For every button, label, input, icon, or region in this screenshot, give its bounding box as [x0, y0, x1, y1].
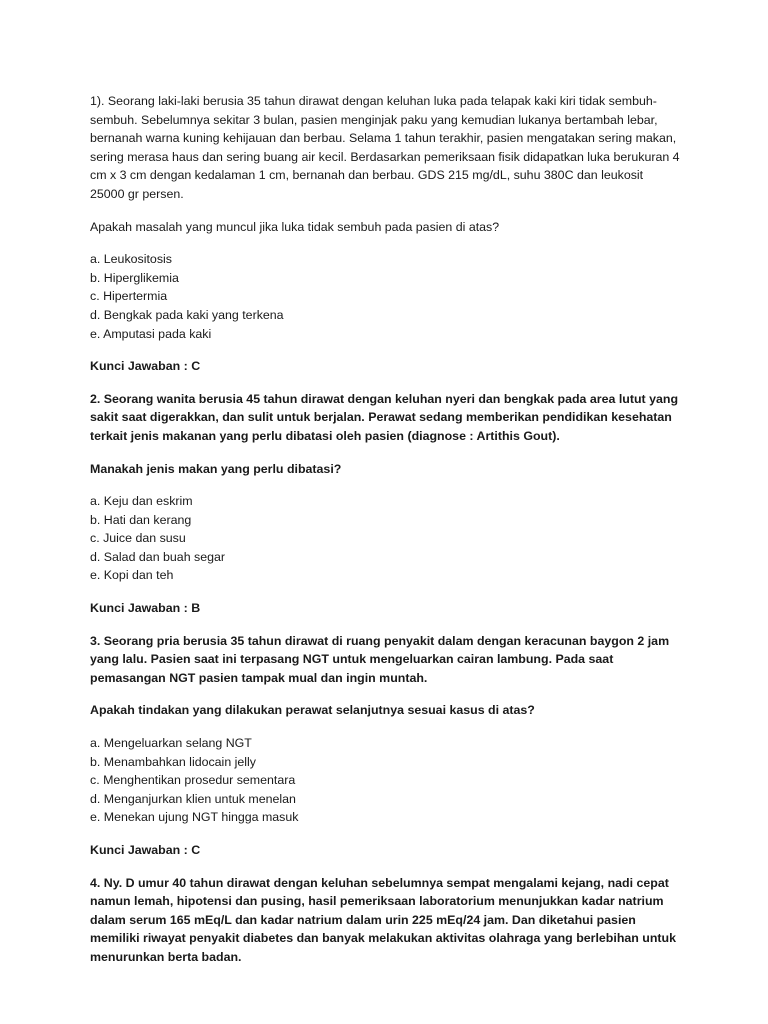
- option-a: a. Leukositosis: [90, 252, 172, 267]
- option-c: c. Hipertermia: [90, 289, 168, 304]
- option-e: e. Kopi dan teh: [90, 568, 174, 583]
- question-2-stem: 2. Seorang wanita berusia 45 tahun dirawat dengan keluhan nyeri dan bengkak pada area lutut yang sakit saat digerakkan, dan sulit untuk berjalan. Perawat sedang memberikan pendidikan kesehatan terkait jenis makanan yang perlu dibatasi oleh pasien (diagnose : Artithis Gout).: [90, 391, 679, 443]
- question-3-options: [90, 734, 680, 827]
- option-a: a. Keju dan eskrim: [90, 494, 193, 509]
- question-3-answer-key: Kunci Jawaban : C: [90, 843, 201, 857]
- question-1-stem: 1). Seorang laki-laki berusia 35 tahun dirawat dengan keluhan luka pada telapak kaki kiri tidak sembuh-sembuh. Sebelumnya sekitar 3 bulan, pasien menginjak paku yang kemudian lukanya bertambah lebar, bernanah warna kuning kehijauan dan berbau. Selama 1 tahun terakhir, pasien mengatakan sering makan, sering merasa haus dan sering buang air kecil. Berdasarkan pemeriksaan fisik didapatkan luka berukuran 4 cm x 3 cm dengan kedalaman 1 cm, bernanah dan berbau. GDS 215 mg/dL, suhu 380C dan leukosit 25000 gr persen.: [90, 94, 680, 201]
- option-e: e. Amputasi pada kaki: [90, 326, 212, 341]
- option-b: b. Hiperglikemia: [90, 270, 179, 285]
- question-3-prompt: Apakah tindakan yang dilakukan perawat selanjutnya sesuai kasus di atas?: [90, 703, 535, 718]
- option-d: d. Menganjurkan klien untuk menelan: [90, 791, 296, 806]
- question-1-answer-key: Kunci Jawaban : C: [90, 359, 201, 374]
- question-4-stem: 4. Ny. D umur 40 tahun dirawat dengan keluhan sebelumnya sempat mengalami kejang, nadi cepat namun lemah, hipotensi dan pusing, hasil pemeriksaan laboratorium menunjukkan kadar natrium dalam serum 165 mEq/L dan kadar natrium dalam urin 225 mEq/24 jam. Dan diketahui pasien memiliki riwayat penyakit diabetes dan banyak melakukan aktivitas olahraga yang berlebihan untuk menurunkan berta badan.: [90, 875, 677, 964]
- option-e: e. Menekan ujung NGT hingga masuk: [90, 810, 299, 825]
- question-1-options: [90, 250, 680, 343]
- option-b: b. Hati dan kerang: [90, 512, 192, 527]
- question-3-stem: 3. Seorang pria berusia 35 tahun dirawat di ruang penyakit dalam dengan keracunan baygon 2 jam yang lalu. Pasien saat ini terpasang NGT untuk mengeluarkan cairan lambung. Pada saat pemasangan NGT pasien tampak mual dan ingin muntah.: [90, 633, 670, 685]
- option-b: b. Menambahkan lidocain jelly: [90, 754, 256, 769]
- option-c: c. Juice dan susu: [90, 531, 186, 546]
- question-1-prompt: Apakah masalah yang muncul jika luka tidak sembuh pada pasien di atas?: [90, 219, 500, 234]
- question-2-prompt: Manakah jenis makan yang perlu dibatasi?: [90, 461, 342, 476]
- option-d: d. Bengkak pada kaki yang terkena: [90, 307, 284, 322]
- option-c: c. Menghentikan prosedur sementara: [90, 773, 296, 788]
- document-content: [90, 92, 680, 981]
- option-d: d. Salad dan buah segar: [90, 549, 226, 564]
- question-2-options: [90, 492, 680, 585]
- option-a: a. Mengeluarkan selang NGT: [90, 736, 252, 751]
- question-2-answer-key: Kunci Jawaban : B: [90, 601, 201, 616]
